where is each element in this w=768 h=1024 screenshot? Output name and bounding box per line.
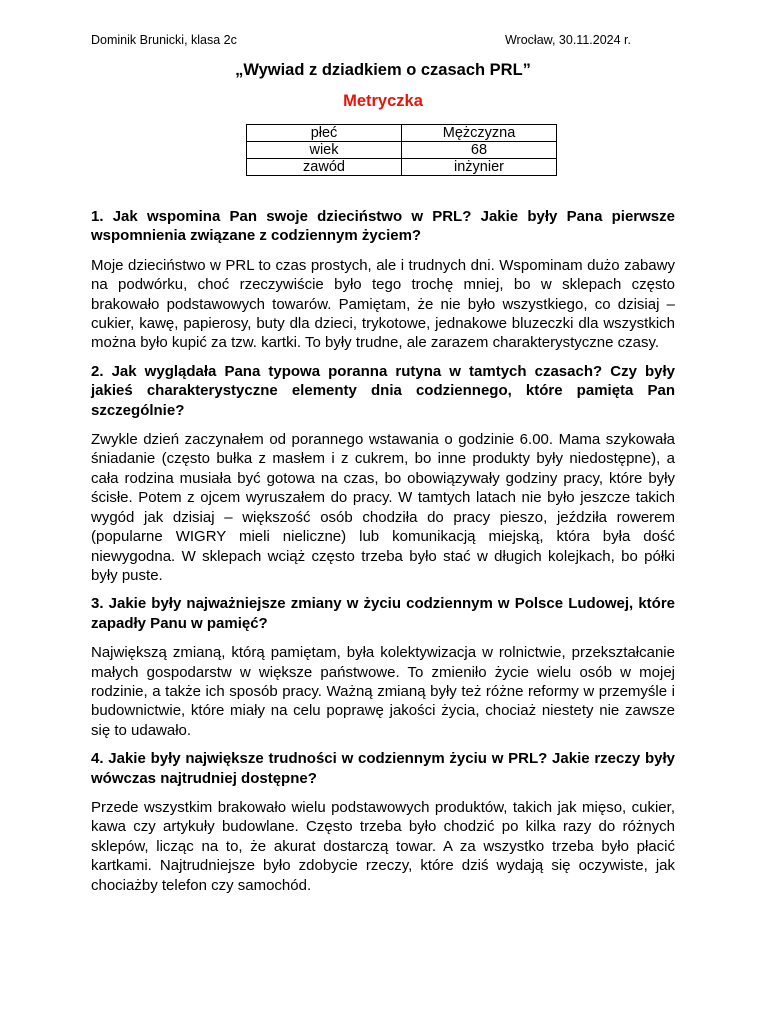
question-2: 2. Jak wyglądała Pana typowa poranna rutyna w tamtych czasach? Czy były jakieś charakterystyczne elementy dnia codziennego, które pamięta Pan szczególnie? (91, 362, 675, 419)
author-line: Dominik Brunicki, klasa 2c (91, 33, 237, 47)
table-value-cell: inżynier (402, 159, 557, 176)
table-value-cell: 68 (402, 142, 557, 159)
document-header (91, 33, 675, 51)
answer-4: Przede wszystkim brakowało wielu podstawowych produktów, takich jak mięso, cukier, kawa czy artykuły budowlane. Często trzeba było chodzić po kilka razy do różnych sklepów, licząc na to, że akurat dostarczą towar. A za wszystko trzeba było płacić kartkami. Najtrudniejsze było zdobycie rzeczy, które dziś wydają się oczywiste, jak chociażby telefon czy samochód. (91, 798, 675, 894)
answer-1: Moje dzieciństwo w PRL to czas prostych, ale i trudnych dni. Wspominam dużo zabawy na podwórku, choć rzeczywiście było tego trochę mniej, bo w sklepach często brakowało podstawowych towarów. Pamiętam, że nie było wszystkiego, co dzisiaj – cukier, kawę, papierosy, buty dla dzieci, trykotowe, jednakowe bluzeczki dla wszystkich można było kupić za tzw. kartki. To były trudne, ale zarazem charakterystyczne czasy. (91, 256, 675, 352)
place-date: Wrocław, 30.11.2024 r. (504, 33, 631, 47)
table-row (247, 159, 557, 176)
document-title: „Wywiad z dziadkiem o czasach PRL” (235, 61, 531, 79)
table-label-cell: zawód (247, 159, 402, 176)
table-label-cell: wiek (247, 142, 402, 159)
answer-3: Największą zmianą, którą pamiętam, była kolektywizacja w rolnictwie, przekształcanie małych gospodarstw w większe państwowe. To zmieniło życie wielu osób w mojej rodzinie, a także ich sposób pracy. Ważną zmianą były też różne reformy w przemyśle i budownictwie, które miały na celu poprawę jakości życia, chociaż niestety nie zawsze się to udawało. (91, 644, 675, 739)
answer-2: Zwykle dzień zaczynałem od porannego wstawania o godzinie 6.00. Mama szykowała śniadanie (często bułka z masłem i z cukrem, bo inne produkty były niedostępne), a cała rodzina musiała być gotowa na czas, bo obowiązywały godziny pracy, które były ścisłe. Potem z ojcem wyruszałem do pracy. W tamtych latach nie było jeszcze takich wygód jak dzisiaj – większość osób chodziła do pracy pieszo, jeździła rowerem (popularne WIGRY mieli nieliczne) lub komunikacją miejską, która była dość niewygodna. W sklepach wciąż często trzeba było stać w długich kolejkach, bo półki były puste. (91, 431, 675, 584)
table-row (247, 142, 557, 159)
question-4: 4. Jakie były największe trudności w codziennym życiu w PRL? Jakie rzeczy były wówczas najtrudniej dostępne? (91, 750, 675, 787)
interview-content (91, 207, 675, 904)
table-row (247, 125, 557, 142)
table-value-cell: Mężczyzna (402, 125, 557, 142)
question-1: 1. Jak wspomina Pan swoje dzieciństwo w PRL? Jakie były Pana pierwsze wspomnienia związane z codziennym życiem? (91, 208, 675, 245)
section-subtitle: Metryczka (343, 92, 423, 110)
metryczka-table (246, 124, 557, 176)
table-label-cell: płeć (247, 125, 402, 142)
question-3: 3. Jakie były najważniejsze zmiany w życiu codziennym w Polsce Ludowej, które zapadły Panu w pamięć? (91, 595, 675, 632)
